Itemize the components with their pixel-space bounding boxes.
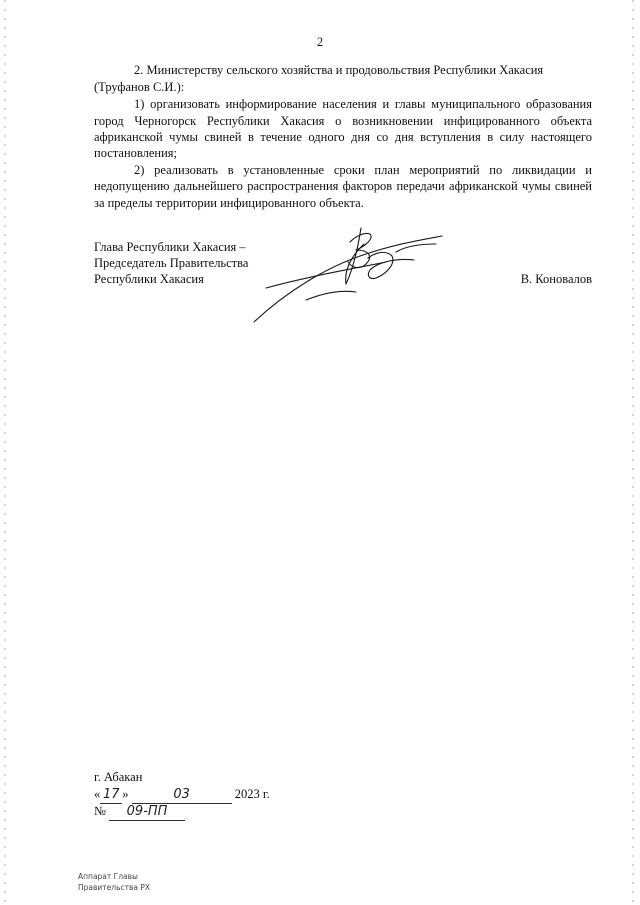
document-body xyxy=(94,62,592,212)
date-year: 2023 г. xyxy=(234,787,270,801)
document-date xyxy=(94,786,270,804)
page-number: 2 xyxy=(316,35,324,49)
number-prefix: № xyxy=(94,804,106,818)
stamp-line: Правительства РХ xyxy=(78,883,151,892)
paragraph-item-1: 1) организовать информирование населения и главы муниципального образования город Черногорск Республики Хакасия о возникновении инфицированного объекта африканской чумы свиней в течение одного дня со дня вступления в силу настоящего постановления; xyxy=(94,97,592,161)
place-of-signing: г. Абакан xyxy=(94,770,143,784)
date-day: 17 xyxy=(100,787,122,804)
signatory-title-line: Глава Республики Хакасия – xyxy=(94,240,246,254)
receipt-stamp xyxy=(78,871,150,893)
date-open-quote: « xyxy=(94,787,101,801)
signatory-title-line: Председатель Правительства xyxy=(94,256,249,271)
stamp-line: Аппарат Главы xyxy=(78,872,138,881)
paragraph-item-2: 2) реализовать в установленные сроки план мероприятий по ликвидации и недопущению дальнейшего распространения факторов передачи африканской чумы свиней за пределы территории инфицированного объекта. xyxy=(94,163,592,210)
signatory-title-line: Республики Хакасия xyxy=(94,272,204,287)
scan-edge-left xyxy=(4,0,6,905)
signatory-name: В. Коновалов xyxy=(520,272,592,286)
date-close-quote: » xyxy=(122,787,129,801)
document-number xyxy=(94,803,185,821)
paragraph-responsible: (Труфанов С.И.): xyxy=(94,80,185,95)
number-value: 09-ПП xyxy=(109,804,185,821)
date-month: 03 xyxy=(132,787,232,804)
paragraph-ministry: 2. Министерству сельского хозяйства и продовольствия Республики Хакасия xyxy=(134,63,544,77)
handwritten-signature xyxy=(246,222,446,327)
scan-edge-right xyxy=(632,0,634,905)
